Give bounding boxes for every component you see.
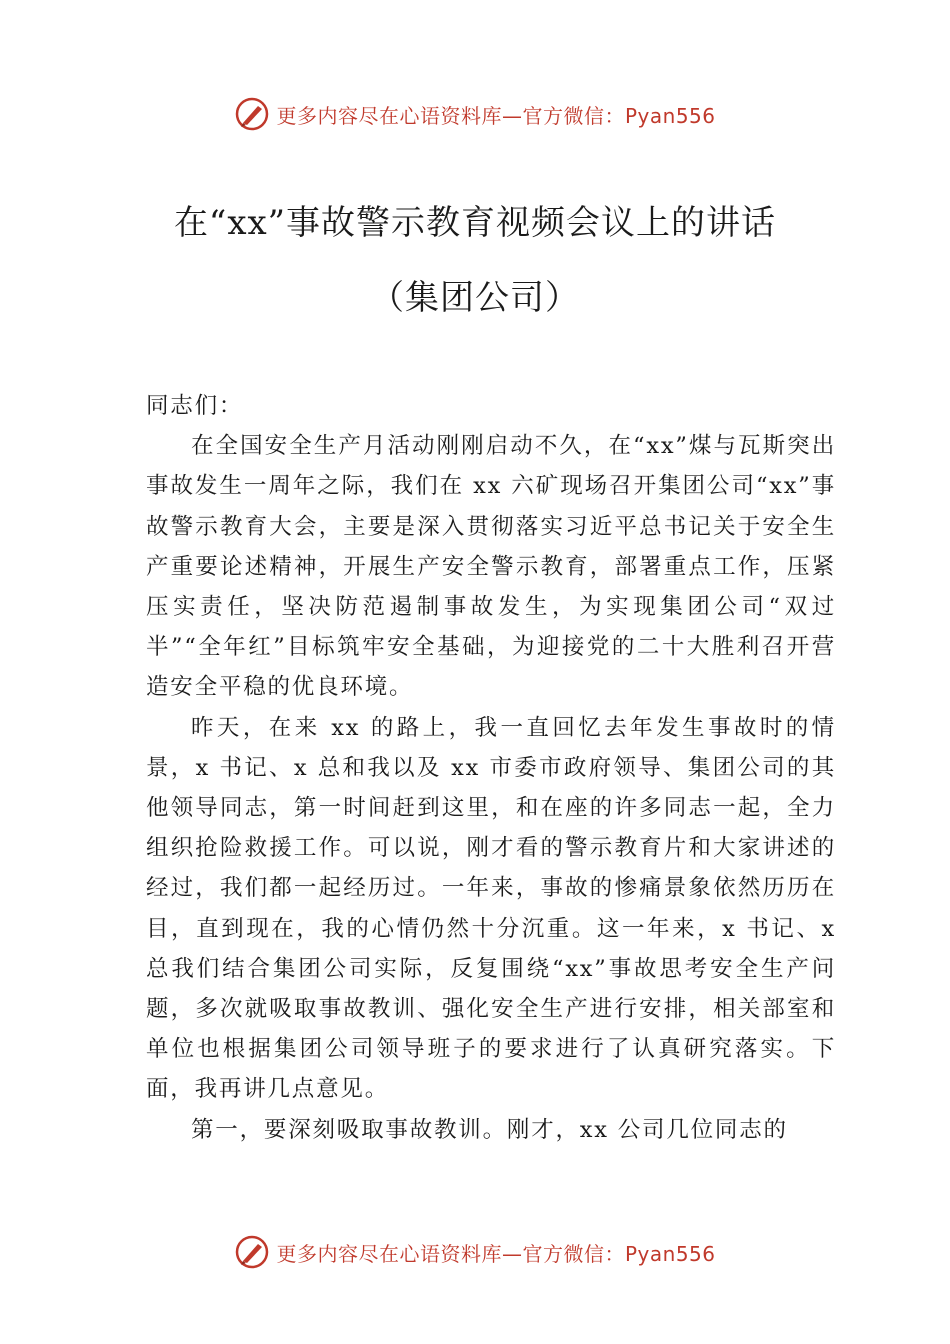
header-banner (0, 94, 950, 134)
pen-logo-icon (234, 96, 270, 132)
paragraph: 在全国安全生产月活动刚刚启动不久，在“xx”煤与瓦斯突出事故发生一周年之际，我们在 xx 六矿现场召开集团公司“xx”事故警示教育大会，主要是深入贯彻落实习近平总书记关于安全生产重要论述精神，开展生产安全警示教育，部署重点工作，压紧压实责任，坚决防范遏制事故发生，为实现集团公司“双过半”“全年红”目标筑牢安全基础，为迎接党的二十大胜利召开营造安全平稳的优良环境。 (146, 433, 836, 701)
banner-text: 更多内容尽在心语资料库—官方微信：Pyan556 (276, 103, 716, 128)
paragraph: 昨天，在来 xx 的路上，我一直回忆去年发生事故时的情景，x 书记、x 总和我以及 xx 市委市政府领导、集团公司的其他领导同志，第一时间赶到这里，和在座的许多同志一起，全力组织抢险救援工作。可以说，刚才看的警示教育片和大家讲述的经过，我们都一起经历过。一年来，事故的惨痛景象依然历历在目，直到现在，我的心情仍然十分沉重。这一年来，x 书记、x 总我们结合集团公司实际，反复围绕“xx”事故思考安全生产问题，多次就吸取事故教训、强化安全生产进行安排，相关部室和单位也根据集团公司领导班子的要求进行了认真研究落实。下面，我再讲几点意见。 (146, 714, 836, 1103)
salutation: 同志们： (146, 393, 244, 419)
document-title: 在“xx”事故警示教育视频会议上的讲话 (173, 203, 777, 243)
wechat-account: Pyan556 (624, 103, 716, 128)
paragraph: 第一，要深刻吸取事故教训。刚才，xx 公司几位同志的 (191, 1116, 788, 1143)
footer-banner (0, 1232, 950, 1272)
document-body (146, 386, 836, 1150)
pen-logo-icon (234, 1234, 270, 1270)
document-subtitle: （集团公司） (370, 278, 580, 318)
wechat-account: Pyan556 (624, 1241, 716, 1266)
banner-text: 更多内容尽在心语资料库—官方微信：Pyan556 (276, 1241, 716, 1266)
